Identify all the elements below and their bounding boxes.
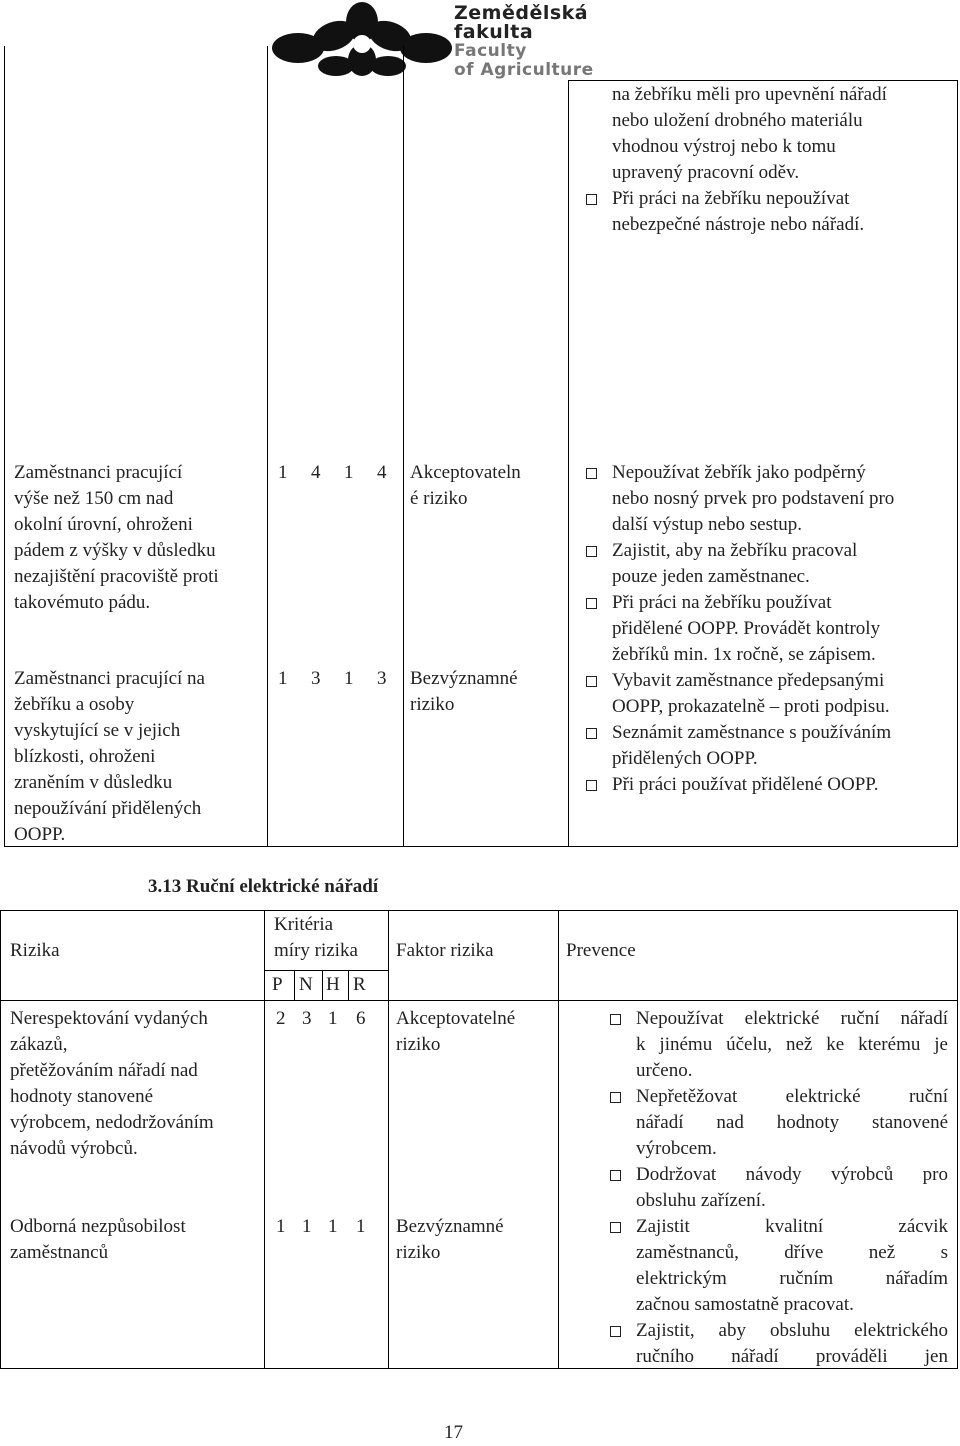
list-item [612, 460, 894, 538]
cont-prevention-text [612, 82, 887, 186]
text-line: Nepřetěžovat elektrické ruční [636, 1086, 948, 1107]
section-heading: 3.13 Ruční elektrické nářadí [148, 876, 379, 897]
phnr-value: 6 [356, 1008, 366, 1029]
phnr-value: 1 [344, 462, 354, 483]
phnr-value: 4 [377, 462, 387, 483]
text-line: žebříku a osoby [14, 694, 135, 715]
table-border [568, 80, 569, 846]
text-line: Nepoužívat elektrické ruční nářadí [636, 1008, 948, 1029]
checkbox-bullet-icon [586, 676, 597, 687]
logo-line-2: fakulta [454, 21, 534, 43]
text-line: OOPP. [14, 824, 66, 845]
text-line: Nerespektování vydaných [10, 1008, 208, 1029]
text-line: riziko [396, 1242, 441, 1263]
phnr-value: 1 [278, 668, 288, 689]
table-border [267, 46, 268, 846]
text-line: žebříků min. 1x ročně, se zápisem. [612, 644, 876, 665]
table-border [348, 970, 349, 1000]
text-line: okolní úrovní, ohroženi [14, 514, 193, 535]
phnr-value: 1 [344, 668, 354, 689]
header-prevention: Prevence [566, 940, 636, 961]
text-line: výše než 150 cm nad [14, 488, 174, 509]
text-line: Vybavit zaměstnance předepsanými [612, 670, 885, 691]
checkbox-bullet-icon [586, 780, 597, 791]
text-line: hodnoty stanovené [10, 1086, 154, 1107]
list-item [612, 186, 864, 238]
list-item [612, 720, 891, 772]
risk-cell [14, 460, 219, 616]
phnr-value: 1 [278, 462, 288, 483]
phnr-value: 2 [276, 1008, 286, 1029]
text-line: nezajištění pracoviště proti [14, 566, 219, 587]
phnr-value: 3 [311, 668, 321, 689]
text-line: Dodržovat návody výrobců pro [636, 1164, 948, 1185]
table-border [264, 910, 265, 1369]
text-line: Akceptovateln [410, 462, 521, 483]
text-line: Zaměstnanci pracující na [14, 668, 205, 689]
phnr-value: 3 [377, 668, 387, 689]
checkbox-bullet-icon [586, 194, 597, 205]
flower-logo-icon [272, 0, 452, 80]
phnr-value: 1 [356, 1216, 366, 1237]
text-line: takovémuto pádu. [14, 592, 151, 613]
list-item [612, 590, 880, 668]
factor-cell [396, 1006, 515, 1058]
risk-cell [10, 1006, 214, 1162]
header-n: N [299, 974, 313, 995]
risk-cell [14, 666, 205, 848]
text-line: přidělené OOPP. Provádět kontroly [612, 618, 881, 639]
text-line: riziko [410, 694, 455, 715]
logo-line-3: Faculty [454, 41, 527, 61]
faculty-logo [272, 0, 692, 80]
header-p: P [272, 974, 283, 995]
text-line: Bezvýznamné [410, 668, 518, 689]
risk-cell [10, 1214, 186, 1266]
text-line: Akceptovatelné [396, 1008, 516, 1029]
logo-line-1: Zemědělská [454, 2, 589, 24]
text-line: elektrickým ručním nářadím [636, 1268, 948, 1289]
factor-cell [396, 1214, 504, 1266]
text-line: nebo uložení drobného materiálu [612, 110, 863, 131]
text-line: nářadí nad hodnoty stanovené [636, 1112, 948, 1133]
list-item [636, 1162, 948, 1214]
checkbox-bullet-icon [610, 1170, 621, 1181]
table-border [558, 910, 559, 1369]
page-number: 17 [444, 1422, 463, 1443]
text-line: zraněním v důsledku [14, 772, 173, 793]
table-border [294, 970, 295, 1000]
text-line: Odborná nezpůsobilost [10, 1216, 186, 1237]
table-border [403, 46, 404, 846]
text-line: přidělených OOPP. [612, 748, 758, 769]
list-item [612, 668, 890, 720]
text-line: výrobcem, nedodržováním [10, 1112, 214, 1133]
checkbox-bullet-icon [610, 1014, 621, 1025]
table-border [388, 910, 389, 1369]
text-line: Zaměstnanci pracující [14, 462, 183, 483]
checkbox-bullet-icon [610, 1222, 621, 1233]
text-line: Zajistit kvalitní zácvik [636, 1216, 948, 1237]
text-line: zaměstnanců, dříve než s [636, 1242, 948, 1263]
factor-cell [410, 460, 521, 512]
text-line: pouze jeden zaměstnanec. [612, 566, 810, 587]
table-border [0, 1000, 958, 1001]
text-line: vhodnou výstroj nebo k tomu [612, 136, 836, 157]
phnr-value: 4 [311, 462, 321, 483]
table-border [0, 910, 958, 911]
phnr-value: 1 [302, 1216, 312, 1237]
text-line: na žebříku měli pro upevnění nářadí [612, 84, 887, 105]
table-border [322, 970, 323, 1000]
checkbox-bullet-icon [586, 546, 597, 557]
checkbox-bullet-icon [610, 1092, 621, 1103]
list-item [636, 1084, 948, 1162]
phnr-value: 1 [328, 1008, 338, 1029]
checkbox-bullet-icon [586, 598, 597, 609]
table-border [957, 910, 958, 1369]
table-border [0, 910, 1, 1369]
text-line: Zajistit, aby na žebříku pracoval [612, 540, 858, 561]
text-line: riziko [396, 1034, 441, 1055]
phnr-value: 1 [328, 1216, 338, 1237]
text-line: é riziko [410, 488, 468, 509]
text-line: Nepoužívat žebřík jako podpěrný [612, 462, 866, 483]
text-line: určeno. [636, 1060, 693, 1081]
text-line: přetěžováním nářadí nad [10, 1060, 198, 1081]
checkbox-bullet-icon [586, 728, 597, 739]
header-criteria [274, 912, 358, 964]
table-border [264, 970, 388, 971]
checkbox-bullet-icon [586, 468, 597, 479]
text-line: Kritéria [274, 914, 334, 935]
text-line: Při práci na žebříku používat [612, 592, 832, 613]
list-item [612, 772, 878, 798]
table-border [957, 80, 958, 846]
text-line: pádem z výšky v důsledku [14, 540, 216, 561]
factor-cell [410, 666, 518, 718]
text-line: nepoužívání přidělených [14, 798, 202, 819]
text-line: Bezvýznamné [396, 1216, 504, 1237]
text-line: ručního nářadí prováděli jen [636, 1346, 948, 1367]
text-line: návodů výrobců. [10, 1138, 138, 1159]
text-line: nebezpečné nástroje nebo nářadí. [612, 214, 865, 235]
text-line: upravený pracovní oděv. [612, 162, 800, 183]
text-line: začnou samostatně pracovat. [636, 1294, 854, 1315]
text-line: Zajistit, aby obsluhu elektrického [636, 1320, 948, 1341]
list-item [612, 538, 857, 590]
text-line: Při práci na žebříku nepoužívat [612, 188, 850, 209]
header-h: H [326, 974, 340, 995]
text-line: zaměstnanců [10, 1242, 109, 1263]
logo-text [454, 4, 594, 80]
text-line: výrobcem. [636, 1138, 717, 1159]
text-line: další výstup nebo sestup. [612, 514, 802, 535]
header-factor: Faktor rizika [396, 940, 494, 961]
text-line: míry rizika [274, 940, 358, 961]
header-r: R [353, 974, 366, 995]
list-item [636, 1006, 948, 1084]
phnr-value: 3 [302, 1008, 312, 1029]
text-line: Při práci používat přidělené OOPP. [612, 774, 879, 795]
text-line: k jinému účelu, než ke kterému je [636, 1034, 948, 1055]
text-line: blízkosti, ohroženi [14, 746, 156, 767]
text-line: zákazů, [10, 1034, 68, 1055]
text-line: OOPP, prokazatelně – proti podpisu. [612, 696, 890, 717]
list-item [636, 1214, 948, 1318]
list-item [636, 1318, 948, 1370]
text-line: vyskytující se v jejich [14, 720, 181, 741]
header-risks: Rizika [10, 940, 60, 961]
checkbox-bullet-icon [610, 1326, 621, 1337]
text-line: obsluhu zařízení. [636, 1190, 766, 1211]
logo-line-4: of Agriculture [454, 60, 594, 80]
text-line: Seznámit zaměstnance s používáním [612, 722, 892, 743]
text-line: nebo nosný prvek pro podstavení pro [612, 488, 895, 509]
table-border [4, 46, 5, 846]
phnr-value: 1 [276, 1216, 286, 1237]
table-border [568, 80, 958, 81]
